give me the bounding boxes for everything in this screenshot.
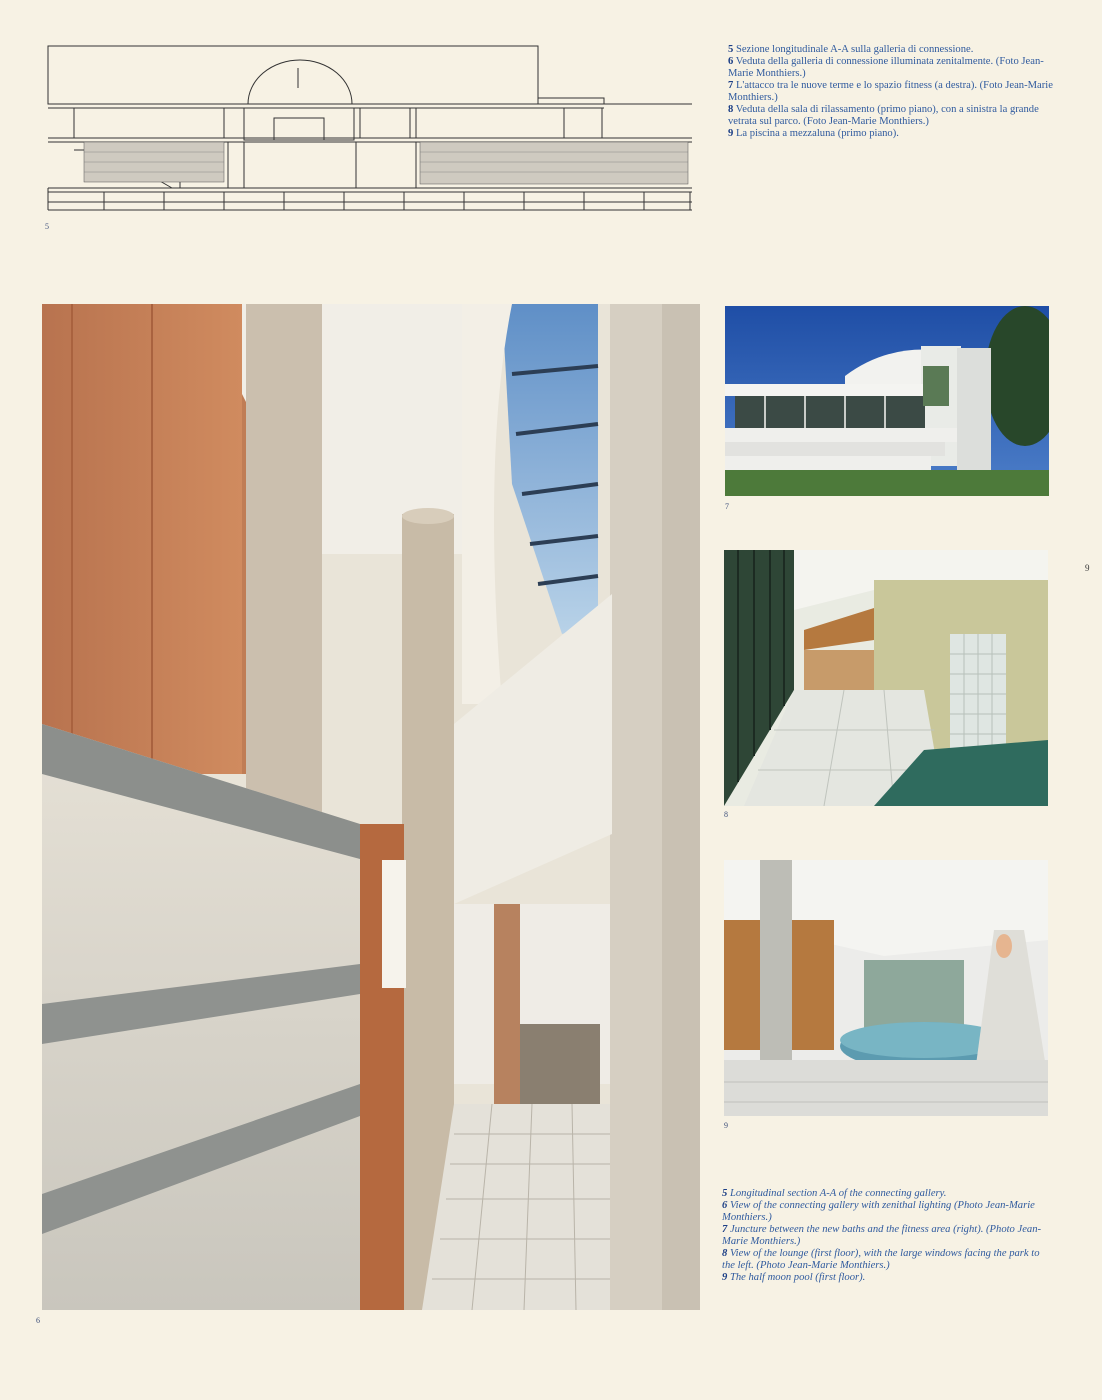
figure-5-label: 5 <box>45 222 49 231</box>
caption-it-6: 6 Veduta della galleria di connessione illuminata zenitalmente. (Foto Jean-Marie Monthiers.) <box>728 56 1044 79</box>
caption-en-8: 8 View of the lounge (first floor), with the large windows facing the park to the left. (Photo Jean-Marie Monthiers.) <box>722 1248 1043 1271</box>
figure-8-label: 8 <box>724 810 728 819</box>
captions-english <box>722 1188 1048 1284</box>
caption-en-6: 6 View of the connecting gallery with zenithal lighting (Photo Jean-Marie Monthiers.) <box>722 1200 1038 1223</box>
caption-en-9: 9 The half moon pool (first floor). <box>722 1272 866 1283</box>
caption-en-7: 7 Juncture between the new baths and the fitness area (right). (Photo Jean-Marie Monthiers.) <box>722 1224 1042 1247</box>
caption-it-5: 5 Sezione longitudinale A-A sulla galleria di connessione. <box>728 44 974 55</box>
caption-en-5: 5 Longitudinal section A-A of the connecting gallery. <box>722 1188 947 1199</box>
exterior-photo <box>725 306 1049 496</box>
figure-7-label: 7 <box>725 502 729 511</box>
captions-italian <box>728 44 1054 140</box>
pool-photo <box>724 860 1048 1116</box>
caption-it-8: 8 Veduta della sala di rilassamento (primo piano), con a sinistra la grande vetrata sul parco. (Foto Jean-Marie Monthiers.) <box>728 104 1042 127</box>
figure-9-label: 9 <box>724 1121 728 1130</box>
caption-it-9: 9 La piscina a mezzaluna (primo piano). <box>728 128 899 139</box>
gallery-photo <box>42 304 700 1310</box>
page-number: 9 <box>1085 563 1090 573</box>
section-drawing <box>44 42 692 214</box>
figure-6-label: 6 <box>36 1316 40 1325</box>
caption-it-7: 7 L'attacco tra le nuove terme e lo spazio fitness (a destra). (Foto Jean-Marie Monthiers.) <box>728 80 1056 103</box>
lounge-photo <box>724 550 1048 806</box>
